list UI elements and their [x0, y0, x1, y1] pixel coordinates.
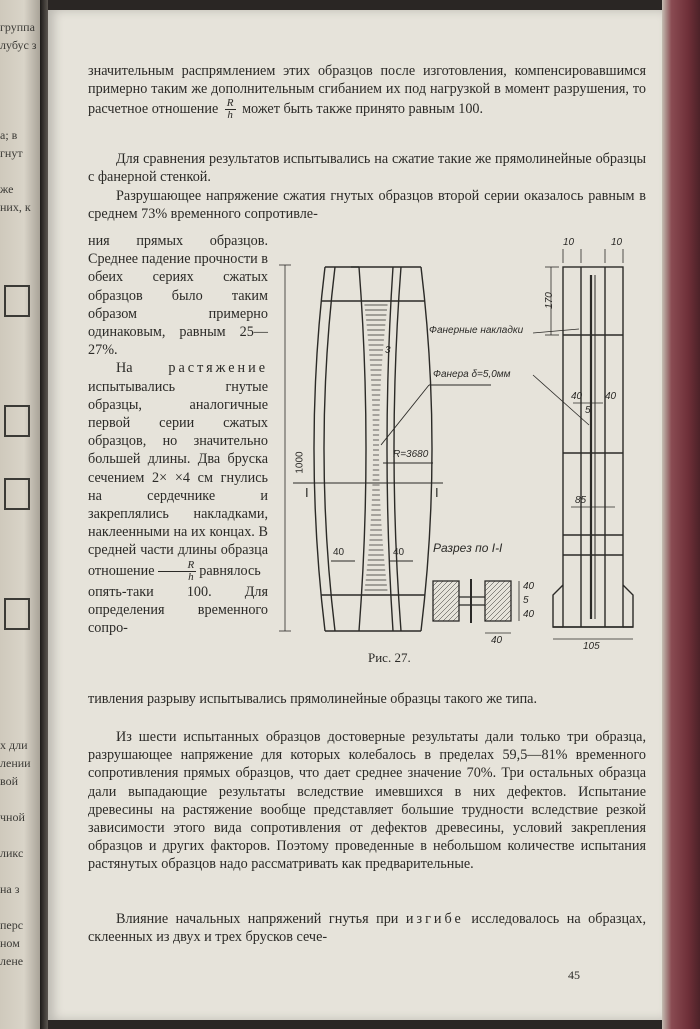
- section-hatch-line: [433, 581, 438, 586]
- left-figure-box: [4, 405, 30, 437]
- figure-caption: Рис. 27.: [368, 650, 411, 665]
- column-paragraph-1: ния прямых образцов. Среднее падение прочности в обеих сериях сжатых образцов было таким образом примерно одинаковым, равным 25—27%.: [88, 233, 268, 359]
- section-hatch-line: [443, 605, 459, 621]
- dimension-40-left: 40: [333, 547, 345, 558]
- left-fragment: лубус з: [0, 38, 37, 52]
- section-hatch-line: [485, 590, 511, 616]
- book-page: [48, 10, 662, 1020]
- dimension-40-web-right: 40: [605, 391, 617, 402]
- section-hatch-line: [505, 615, 511, 621]
- paragraph-2: Для сравнения результатов испытывались на сжатие такие же прямолинейные образцы с фанерной стенкой.: [88, 151, 646, 186]
- section-dimension-5: 5: [523, 595, 529, 606]
- left-fragment: же: [0, 182, 14, 196]
- left-fragment: них, к: [0, 200, 31, 214]
- book-cover-edge: [662, 0, 700, 1029]
- left-fragment: а; в: [0, 128, 18, 142]
- left-fragment: лене: [0, 954, 24, 968]
- book-spine: [40, 0, 48, 1029]
- left-fragment: ликс: [0, 846, 24, 860]
- section-dimension-40-bottom: 40: [523, 609, 535, 620]
- left-fragment: гнут: [0, 146, 23, 160]
- label-plywood: Фанера δ=5,0мм: [433, 369, 511, 380]
- paragraph-3: Разрушающее напряжение сжатия гнутых образцов второй серии оказалось равным в среднем 73% временного сопротивле-: [88, 188, 646, 223]
- left-fragment: ном: [0, 936, 20, 950]
- left-fragment: лении: [0, 756, 31, 770]
- dimension-170: 170: [543, 292, 555, 309]
- section-hatch-line: [453, 615, 459, 621]
- section-hatch-line: [433, 590, 459, 616]
- section-hatch-line: [485, 581, 490, 586]
- left-fragment: перс: [0, 918, 24, 932]
- section-hatch-line: [448, 610, 459, 621]
- dimension-40-web-left: 40: [571, 391, 583, 402]
- label-radius: R=3680: [393, 449, 429, 460]
- section-hatch-line: [485, 585, 511, 611]
- section-hatch-line: [433, 595, 459, 621]
- label-plywood-overlays: Фанерные накладки: [429, 325, 524, 336]
- left-fragment: х дли: [0, 738, 28, 752]
- figure-drawing: [233, 235, 653, 665]
- section-hatch-line: [485, 581, 505, 601]
- paragraph-1: значительным распрямлением этих образцов после изготовления, компенсировавшимся примерно таким же дополнительным сгибанием их под нагрузкой в момент разрушения, то расчетное отношение $\frac{R}{h}$ может быть также принято равным 100.: [88, 63, 646, 122]
- section-hatch-line: [433, 581, 443, 591]
- label-3: 3: [385, 345, 391, 356]
- left-fragment: чной: [0, 810, 25, 824]
- section-hatch-line: [495, 605, 511, 621]
- dimension-85: 85: [575, 495, 587, 506]
- section-hatch-line: [500, 610, 511, 621]
- dimension-5-web: 5: [585, 405, 591, 416]
- dimension-1000: 1000: [294, 451, 306, 474]
- left-figure-box: [4, 598, 30, 630]
- section-mark-left: I: [305, 485, 309, 500]
- page-number: 45: [568, 968, 580, 982]
- ratio-fraction-2: $\frac{R}{h}$: [158, 560, 197, 583]
- left-fragment: вой: [0, 774, 19, 788]
- column-paragraph-2: На растяжение испытывались гнутые образцы, аналогичные первой серии сжатых образцов, но значительно большей длины. Два бруска сечением 2× ×4 см гнулись на сердечнике и закреплялись накладками, наклеенными на их концах. В средней части длины образца отношение $\frac{R}{h}$ равнялось опять-таки 100. Для определения временного сопро-: [88, 360, 268, 637]
- ratio-fraction: $\frac{R}{h}$: [226, 97, 234, 122]
- paragraph-4: тивления разрыву испытывались прямолинейные образцы такого же типа.: [88, 691, 538, 707]
- dimension-10-right: 10: [611, 237, 623, 248]
- left-figure-box: [4, 285, 30, 317]
- figure-27: [233, 235, 653, 685]
- left-fragment: на з: [0, 882, 20, 896]
- section-hatch-line: [433, 581, 453, 601]
- section-hatch-line: [485, 595, 511, 621]
- section-hatch-line: [485, 581, 495, 591]
- section-hatch-line: [433, 581, 458, 606]
- dimension-105: 105: [583, 641, 600, 652]
- section-title: Разрез по I-I: [433, 541, 503, 555]
- section-dimension-40-width: 40: [491, 635, 503, 646]
- paragraph-5: Из шести испытанных образцов достоверные результаты дали только три образца, разрушающее напряжение для которых колебалось в пределах 59,5—81% временного сопротивления прямых образцов, что дает среднее значение 70%. Три остальных образца дали выпадающие результаты вследствие имевшихся в них дефектов. Испытание древесины на растяжение вообще представляет большие трудности вследствие резкой зависимости этого вида сопротивления от дефектов древесины, условий закрепления образцов и других факторов. Поэтому проведенные в небольшом количестве испытания растянутых образцов надо рассматривать как предварительные.: [88, 729, 646, 873]
- section-mark-right: I: [435, 485, 439, 500]
- dimension-40-right: 40: [393, 547, 405, 558]
- dimension-10-left: 10: [563, 237, 575, 248]
- section-hatch-line: [485, 581, 510, 606]
- paragraph-6: Влияние начальных напряжений гнутья при изгибе исследовалось на образцах, склеенных из двух и трех брусков сече-: [88, 911, 647, 946]
- section-dimension-40-top: 40: [523, 581, 535, 592]
- left-fragment: группа: [0, 20, 35, 34]
- left-page-edge: [0, 0, 40, 1029]
- left-figure-box: [4, 478, 30, 510]
- section-hatch-line: [433, 585, 459, 611]
